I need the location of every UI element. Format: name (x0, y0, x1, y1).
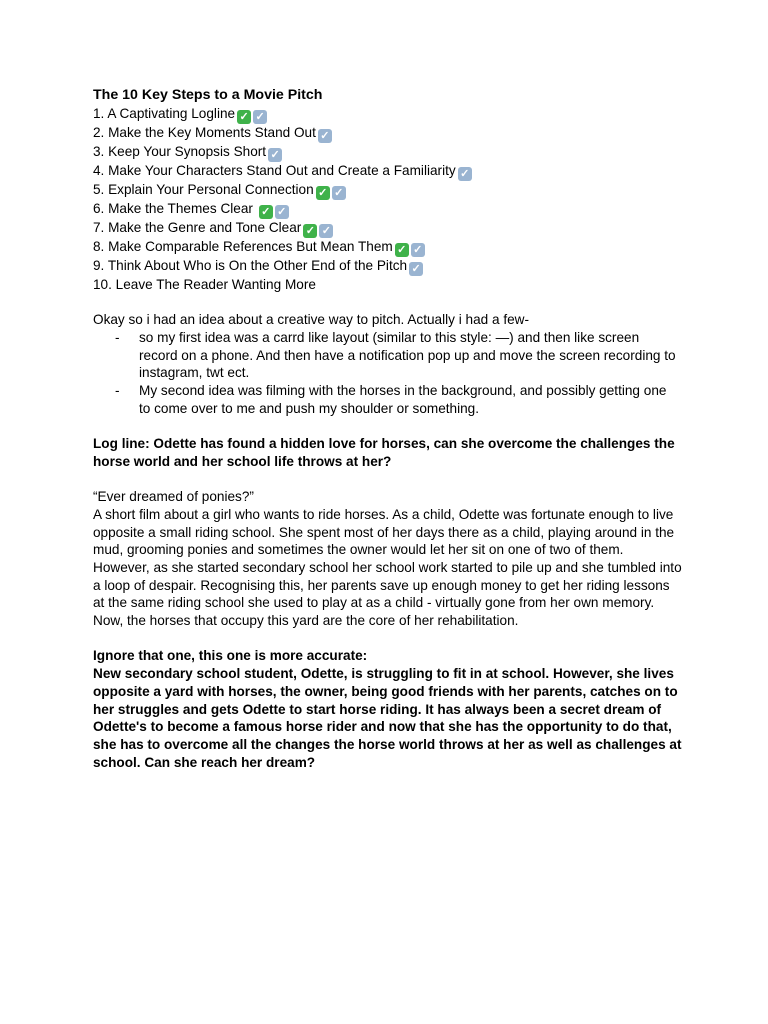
spacer (93, 417, 683, 435)
step-text: 7. Make the Genre and Tone Clear (93, 219, 302, 235)
spacer (93, 630, 683, 648)
spacer (93, 470, 683, 488)
synopsis-revised: New secondary school student, Odette, is struggling to fit in at school. However, she lives opposite a yard with horses, the owner, being good friends with her parents, catches on to her struggles and gets Odette to start horse riding. It has always been a secret dream of Odette's to become a famous horse rider and now that she has the opportunity to do that, she has to overcome all the changes the horse world throws at her as well as challenges at school. Can she reach her dream? (93, 666, 682, 770)
ideas-intro: Okay so i had an idea about a creative way to pitch. Actually i had a few- (93, 312, 530, 328)
green-check-icon: ✓ (259, 205, 273, 219)
tagline: “Ever dreamed of ponies?” (93, 489, 254, 505)
step-text: 1. A Captivating Logline (93, 105, 236, 121)
step-text: 8. Make Comparable References But Mean Them (93, 238, 393, 254)
logline: Log line: Odette has found a hidden love for horses, can she overcome the challenges the horse world and her school life throws at her? (93, 436, 675, 469)
bullet-dash: - (115, 329, 120, 345)
blue-check-icon: ✓ (253, 110, 267, 124)
step-text: 10. Leave The Reader Wanting More (93, 276, 316, 292)
idea-item (93, 329, 683, 382)
document-page (93, 87, 683, 771)
green-check-icon: ✓ (303, 224, 317, 238)
green-check-icon: ✓ (316, 186, 330, 200)
blue-check-icon: ✓ (319, 224, 333, 238)
blue-check-icon: ✓ (458, 167, 472, 181)
step-item (93, 105, 683, 124)
synopsis-original: A short film about a girl who wants to ride horses. As a child, Odette was fortunate enough to live opposite a small riding school. She spent most of her days there as a child, playing around in the mud, grooming ponies and sometimes the owner would let her sit on one of two of them. However, as she started secondary school her school work started to pile up and she tumbled into a loop of despair. Recognising this, her parents save up enough money to get her riding lessons at the same riding school she used to play at as a child - virtually gone from her own memory. Now, the horses that occupy this yard are the core of her rehabilitation. (93, 506, 682, 629)
blue-check-icon: ✓ (332, 186, 346, 200)
idea-text: My second idea was filming with the horses in the background, and possibly getting one to come over to me and push my shoulder or something. (139, 382, 667, 416)
step-text: 2. Make the Key Moments Stand Out (93, 124, 316, 140)
step-item (93, 257, 683, 276)
step-text: 5. Explain Your Personal Connection (93, 181, 314, 197)
bullet-dash: - (115, 382, 120, 398)
step-item (93, 143, 683, 162)
step-text: 3. Keep Your Synopsis Short (93, 143, 267, 159)
spacer (93, 293, 683, 311)
step-item (93, 219, 683, 238)
step-item (93, 124, 683, 143)
step-item (93, 276, 683, 294)
step-item (93, 181, 683, 200)
step-text: 9. Think About Who is On the Other End of the Pitch (93, 257, 408, 273)
ignore-note: Ignore that one, this one is more accurate: (93, 648, 368, 664)
step-item (93, 200, 683, 219)
idea-item (93, 382, 683, 417)
idea-text: so my first idea was a carrd like layout (similar to this style: —) and then like screen record on a phone. And then have a notification pop up and move the screen recording to instagram, twt ect. (139, 329, 676, 381)
step-item (93, 162, 683, 181)
blue-check-icon: ✓ (318, 129, 332, 143)
green-check-icon: ✓ (237, 110, 251, 124)
blue-check-icon: ✓ (268, 148, 282, 162)
blue-check-icon: ✓ (275, 205, 289, 219)
green-check-icon: ✓ (395, 243, 409, 257)
steps-list (93, 105, 683, 294)
step-item (93, 238, 683, 257)
step-text: 6. Make the Themes Clear (93, 200, 257, 216)
blue-check-icon: ✓ (409, 262, 423, 276)
step-text: 4. Make Your Characters Stand Out and Create a Familiarity (93, 162, 456, 178)
document-title: The 10 Key Steps to a Movie Pitch (93, 87, 323, 103)
blue-check-icon: ✓ (411, 243, 425, 257)
